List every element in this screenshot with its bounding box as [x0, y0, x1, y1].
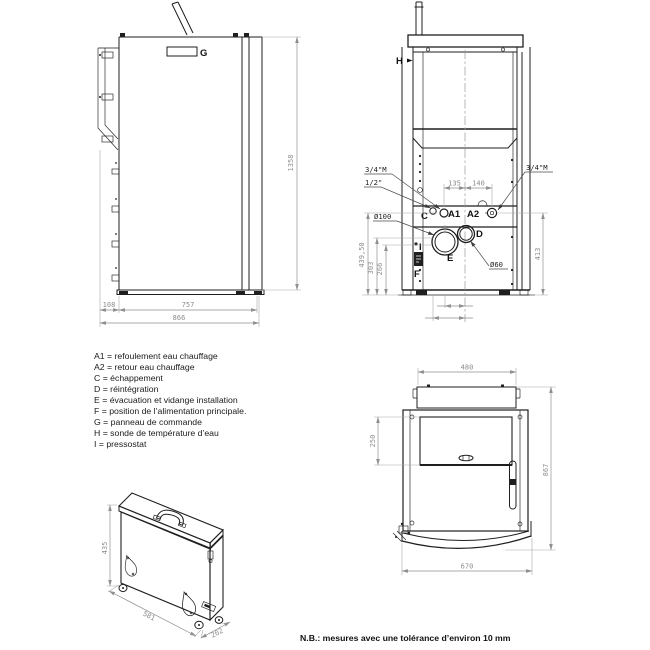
dim-a1-center: 135: [448, 179, 461, 188]
side-view: [98, 2, 301, 327]
callout-d-diameter: Ø60: [490, 260, 503, 269]
callout-a1-thread: 3/4"M: [365, 165, 387, 174]
legend-item-h: H = sonde de température d’eau: [94, 428, 219, 438]
vent-hole-left: [121, 554, 138, 578]
dim-door-depth: 250: [369, 434, 377, 448]
label-e: E: [447, 253, 454, 264]
label-d: D: [476, 229, 483, 240]
drain-e-outer: [432, 229, 458, 255]
dim-box-length: 581: [141, 609, 157, 623]
connection-a2: [487, 208, 496, 217]
control-panel: [167, 47, 197, 56]
rear-view: [358, 2, 553, 322]
dim-side-height: 1358: [287, 154, 295, 172]
connection-a1: [440, 209, 448, 217]
dim-front-width: 670: [460, 562, 474, 571]
h-arrow: [407, 59, 413, 63]
legend-item-a1: A1 = refoulement eau chauffage: [94, 351, 218, 361]
dim-box-depth: 202: [209, 626, 225, 640]
flue-pipe: [172, 2, 193, 35]
callout-c-thread: 1/2": [365, 178, 383, 187]
label-c: C: [421, 211, 428, 222]
top-view: [369, 364, 556, 576]
vent-hole-front: [178, 590, 198, 617]
legend: [94, 351, 246, 450]
door-handle: [459, 455, 473, 461]
legend-item-i: I = pressostat: [94, 439, 147, 449]
label-a2: A2: [467, 209, 480, 220]
dim-flue-width: 480: [460, 363, 474, 372]
label-a1: A1: [448, 209, 461, 220]
legend-item-a2: A2 = retour eau chauffage: [94, 362, 195, 372]
callout-e-diameter: Ø100: [374, 212, 392, 221]
dim-a2-height: 413: [534, 247, 542, 261]
label-i: I: [419, 242, 422, 253]
tolerance-note: N.B.: mesures avec une tolérance d’environ 10 mm: [300, 633, 511, 643]
perspective-view: [101, 493, 230, 640]
label-f: F: [414, 269, 420, 280]
dim-side-rear-offset: 108: [102, 301, 116, 309]
legend-item-c: C = échappement: [94, 373, 163, 383]
legend-item-d: D = réintégration: [94, 384, 159, 394]
label-control-panel: G: [200, 48, 208, 59]
dim-side-total-depth: 866: [172, 314, 186, 322]
top-door: [420, 417, 512, 465]
legend-item-e: E = évacuation et vidange installation: [94, 395, 238, 405]
dim-side-body-depth: 757: [181, 301, 195, 309]
legend-item-g: G = panneau de commande: [94, 417, 202, 427]
legend-item-f: F = position de l’alimentation principale.: [94, 406, 247, 416]
power-socket: [202, 602, 216, 612]
dim-total-depth: 867: [542, 463, 550, 477]
dim-a1-height: 439,50: [358, 242, 366, 268]
rear-flue-pipe: [415, 2, 424, 35]
dim-box-height: 435: [101, 541, 109, 555]
dim-e-top-height: 303: [367, 261, 375, 275]
dim-e-center-height: 266: [376, 262, 384, 276]
label-h: H: [396, 56, 403, 67]
dim-center-a2: 140: [472, 179, 485, 188]
callout-a2-thread: 3/4"M: [526, 163, 548, 172]
